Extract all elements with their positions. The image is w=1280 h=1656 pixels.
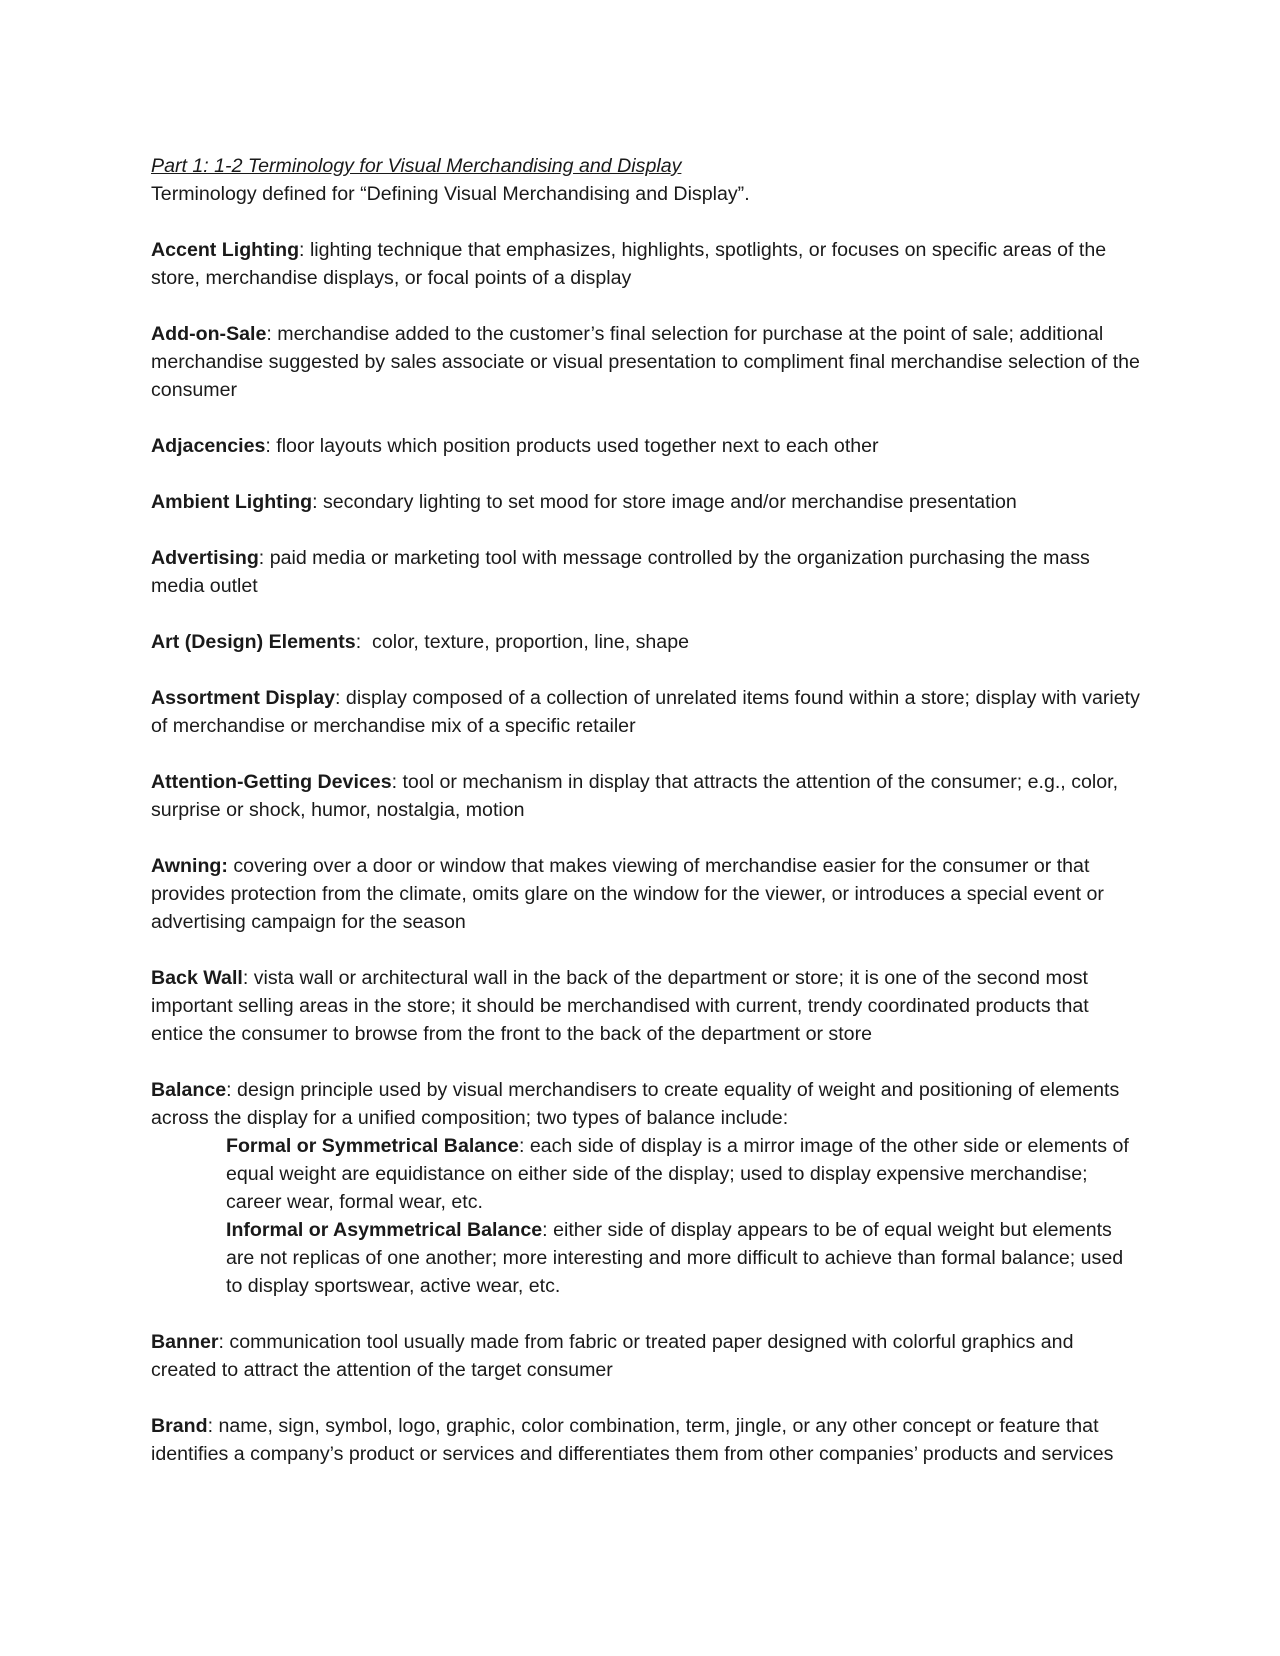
sub-term-definition: either side of display appears to be of equal weight but elements are not replicas of one another; more interesting and more difficult to achieve than formal balance; used to display sportswear, active wear, etc. xyxy=(226,1219,1124,1297)
term-entry-accent-lighting xyxy=(151,236,1141,292)
term-entry-awning xyxy=(151,852,1141,936)
term-entry-assortment-display xyxy=(151,684,1141,740)
term-definition: secondary lighting to set mood for store image and/or merchandise presentation xyxy=(322,491,1017,513)
term-definition: name, sign, symbol, logo, graphic, color combination, term, jingle, or any other concept or feature that identifies a company’s product or services and differentiates them from other companies’ products and services xyxy=(151,1415,1114,1465)
term-name: Adjacencies xyxy=(151,435,266,457)
term-definition: covering over a door or window that makes viewing of merchandise easier for the consumer or that provides protection from the climate, omits glare on the window for the viewer, or introduces a special event or advertising campaign for the season xyxy=(151,855,1104,933)
term-entry-art-design-elements xyxy=(151,628,1141,656)
term-entry-attention-getting-devices xyxy=(151,768,1141,824)
term-definition: lighting technique that emphasizes, highlights, spotlights, or focuses on specific areas of the store, merchandise displays, or focal points of a display xyxy=(151,239,1107,289)
term-entry-balance xyxy=(151,1076,1141,1300)
term-definition: merchandise added to the customer’s final selection for purchase at the point of sale; additional merchandise suggested by sales associate or visual presentation to compliment final merchandise selection of the consumer xyxy=(151,323,1140,401)
term-entry-ambient-lighting xyxy=(151,488,1141,516)
page-heading: Part 1: 1-2 Terminology for Visual Merchandising and Display xyxy=(151,155,682,177)
sub-term-name: Formal or Symmetrical Balance xyxy=(226,1135,519,1157)
term-entry-brand xyxy=(151,1412,1141,1468)
term-name: Accent Lighting xyxy=(151,239,300,261)
term-entry-banner xyxy=(151,1328,1141,1384)
term-separator: : xyxy=(226,1079,238,1101)
term-name: Advertising xyxy=(151,547,259,569)
term-name: Balance xyxy=(151,1079,227,1101)
term-separator: : xyxy=(265,435,277,457)
term-entry-add-on-sale xyxy=(151,320,1141,404)
term-definition: paid media or marketing tool with message controlled by the organization purchasing the mass media outlet xyxy=(151,547,1090,597)
term-name: Brand xyxy=(151,1415,208,1437)
page-subheading: Terminology defined for “Defining Visual Merchandising and Display”. xyxy=(151,183,750,205)
term-name: Back Wall xyxy=(151,967,243,989)
term-definition: communication tool usually made from fabric or treated paper designed with colorful graphics and created to attract the attention of the target consumer xyxy=(151,1331,1074,1381)
balance-definition-line xyxy=(151,1076,1141,1132)
term-name: Ambient Lighting xyxy=(151,491,313,513)
term-definition: display composed of a collection of unrelated items found within a store; display with variety of merchandise or merchandise mix of a specific retailer xyxy=(151,687,1140,737)
term-name: Banner xyxy=(151,1331,219,1353)
term-definition: vista wall or architectural wall in the back of the department or store; it is one of the second most important selling areas in the store; it should be merchandised with current, trendy coordinated products that entice the consumer to browse from the front to the back of the department or store xyxy=(151,967,1089,1045)
term-entry-back-wall xyxy=(151,964,1141,1048)
term-name: Art (Design) Elements xyxy=(151,631,356,653)
term-separator: : xyxy=(299,239,310,261)
term-entry-adjacencies xyxy=(151,432,1141,460)
term-definition: tool or mechanism in display that attracts the attention of the consumer; e.g., color, surprise or shock, humor, nostalgia, motion xyxy=(151,771,1119,821)
document-page xyxy=(151,152,1141,1496)
balance-type-informal xyxy=(226,1216,1141,1300)
term-separator: : xyxy=(266,323,278,345)
term-entry-advertising xyxy=(151,544,1141,600)
sub-term-name: Informal or Asymmetrical Balance xyxy=(226,1219,543,1241)
sub-term-separator: : xyxy=(518,1135,530,1157)
term-separator: : xyxy=(242,967,254,989)
term-definition: color, texture, proportion, line, shape xyxy=(372,631,689,653)
term-name: Awning: xyxy=(151,855,228,877)
term-definition: floor layouts which position products used together next to each other xyxy=(276,435,879,457)
sub-term-definition: each side of display is a mirror image of the other side or elements of equal weight are equidistance on either side of the display; used to display expensive merchandise; career wear, formal wear, etc. xyxy=(226,1135,1129,1213)
term-separator: : xyxy=(258,547,270,569)
term-separator: : xyxy=(355,631,373,653)
sub-term-separator: : xyxy=(542,1219,554,1241)
term-separator: : xyxy=(335,687,346,709)
term-separator: : xyxy=(391,771,403,793)
term-definition: design principle used by visual merchandisers to create equality of weight and positioning of elements across the display for a unified composition; two types of balance include: xyxy=(151,1079,1120,1129)
term-name: Assortment Display xyxy=(151,687,336,709)
term-name: Attention-Getting Devices xyxy=(151,771,392,793)
term-separator: : xyxy=(218,1331,230,1353)
term-name: Add-on-Sale xyxy=(151,323,267,345)
term-separator: : xyxy=(207,1415,219,1437)
term-separator: : xyxy=(312,491,323,513)
balance-type-formal xyxy=(226,1132,1141,1216)
